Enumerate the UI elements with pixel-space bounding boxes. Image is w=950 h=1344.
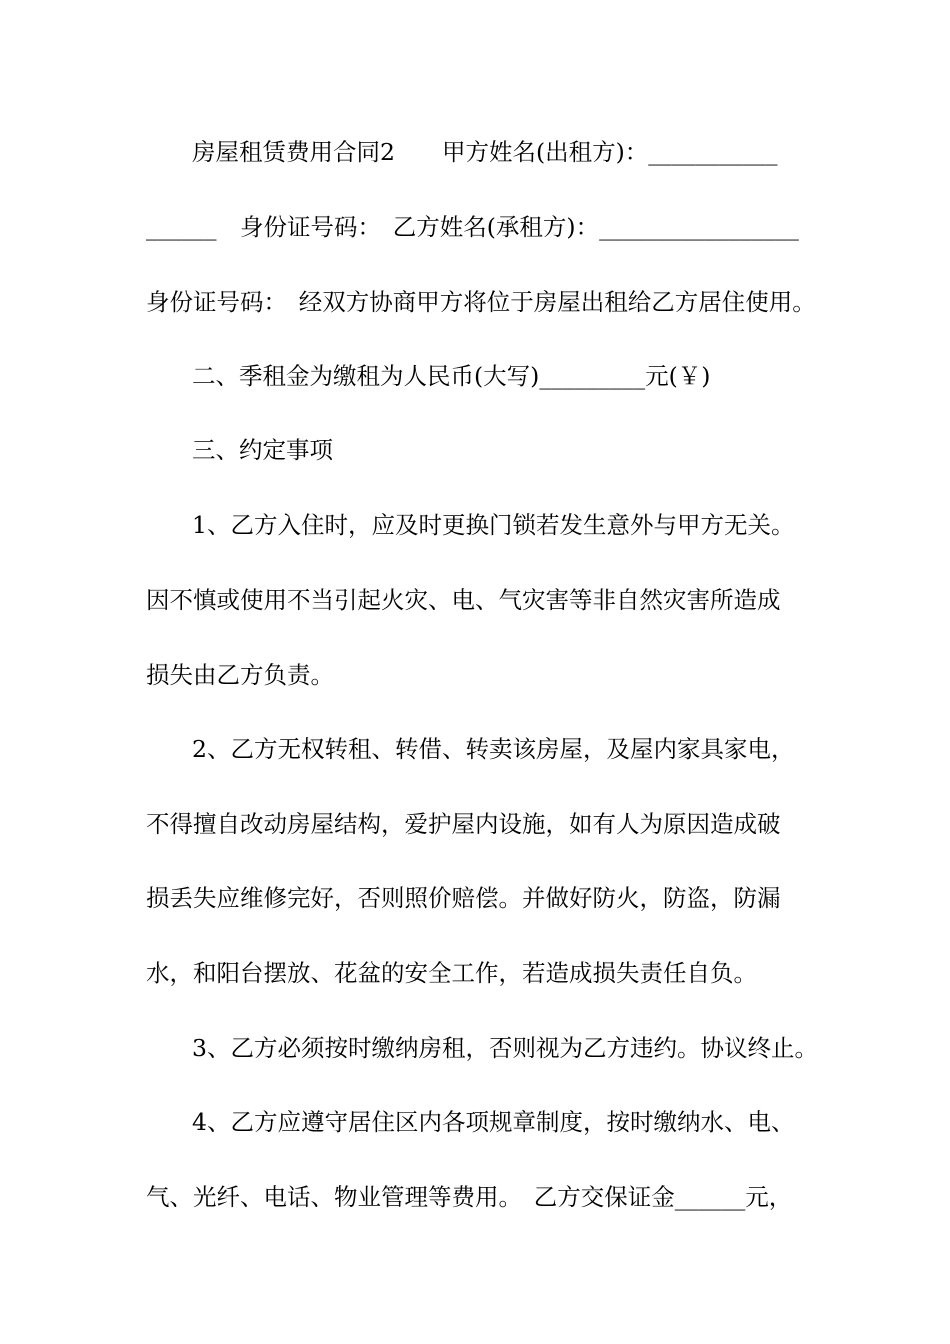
text-line: 2、乙方无权转租、转借、转卖该房屋，及屋内家具家电， bbox=[192, 735, 795, 763]
section-heading: 三、约定事项 bbox=[192, 436, 333, 464]
text-line: 因不慎或使用不当引起火灾、电、气灾害等非自然灾害所造成 bbox=[146, 586, 781, 614]
text-line: 二、季租金为缴租为人民币(大写)_________元(￥) bbox=[192, 362, 711, 390]
text-line: 损失由乙方负责。 bbox=[146, 661, 334, 689]
text-line: 气、光纤、电话、物业管理等费用。 乙方交保证金______元， bbox=[146, 1183, 793, 1211]
text-line: 身份证号码： 经双方协商甲方将位于房屋出租给乙方居住使用。 bbox=[146, 288, 816, 316]
text-line: 1、乙方入住时，应及时更换门锁若发生意外与甲方无关。 bbox=[192, 511, 795, 539]
text-line: 水，和阳台摆放、花盆的安全工作，若造成损失责任自负。 bbox=[146, 959, 757, 987]
text-line: 4、乙方应遵守居住区内各项规章制度，按时缴纳水、电、 bbox=[192, 1108, 795, 1136]
text-line: 3、乙方必须按时缴纳房租，否则视为乙方违约。协议终止。 bbox=[192, 1034, 818, 1062]
text-line: 损丢失应维修完好，否则照价赔偿。并做好防火，防盗，防漏 bbox=[146, 884, 781, 912]
contract-title-line: 房屋租赁费用合同2 甲方姓名(出租方)：___________ bbox=[192, 138, 778, 166]
text-line: 不得擅自改动房屋结构，爱护屋内设施，如有人为原因造成破 bbox=[146, 810, 781, 838]
text-line: ______ 身份证号码： 乙方姓名(承租方)：_________________ bbox=[146, 213, 799, 241]
